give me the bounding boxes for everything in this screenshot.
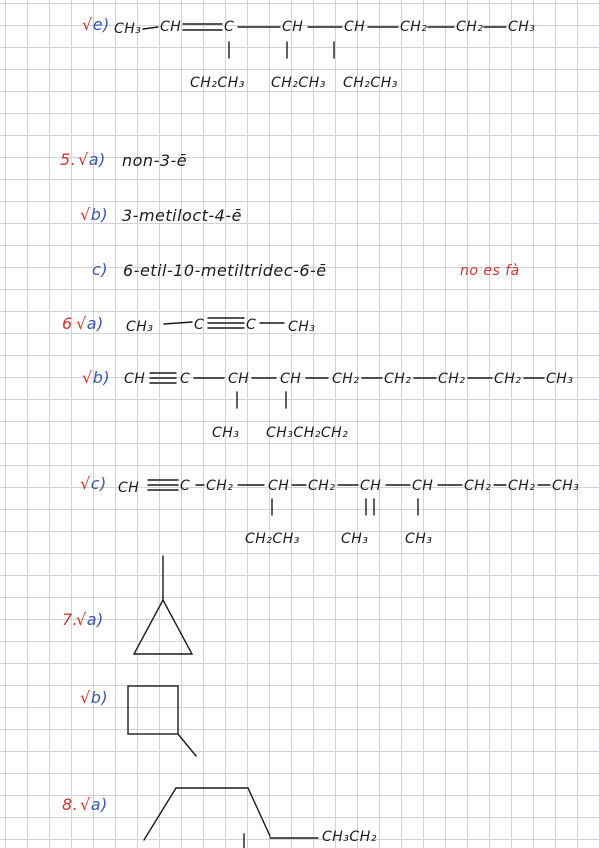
q6b-atom-4: CH	[280, 371, 302, 387]
e-atom-3: C	[224, 19, 235, 35]
q6-a-label: √a)	[76, 314, 104, 333]
e-atom-7: CH₂	[456, 19, 484, 35]
q6-b-label: √b)	[82, 368, 111, 387]
q6c-sub-2: CH₃	[341, 531, 369, 547]
e-atom-5: CH	[344, 19, 366, 35]
q6c-atom-9: CH₂	[508, 478, 536, 494]
q7-b-label: √b)	[80, 688, 109, 707]
q6c-atom-6: CH	[360, 478, 382, 494]
q8-substituent: CH₃CH₂	[322, 829, 377, 845]
q7-a-label: √a)	[76, 610, 104, 629]
e-atom-4: CH	[282, 19, 304, 35]
q5-c-answer: 6-etil-10-metiltridec-6-ē	[123, 261, 327, 280]
q8-a-label: √a)	[80, 795, 108, 814]
q6c-atom-4: CH	[268, 478, 290, 494]
q6-c-label: √c)	[80, 474, 107, 493]
q6c-atom-5: CH₂	[308, 478, 336, 494]
e-sub-2: CH₂CH₃	[271, 75, 326, 91]
q6c-sub-3: CH₃	[405, 531, 433, 547]
teacher-note: no es fà	[460, 263, 520, 279]
q6b-atom-7: CH₂	[438, 371, 466, 387]
e-bond-single-1	[143, 27, 158, 29]
q6b-atom-5: CH₂	[332, 371, 360, 387]
q5-a-label: √a)	[78, 150, 106, 169]
e-sub-3: CH₂CH₃	[343, 75, 398, 91]
e-atom-8: CH₃	[508, 19, 536, 35]
q6b-atom-2: C	[180, 371, 191, 387]
question-number-6: 6	[62, 314, 73, 333]
e-atom-6: CH₂	[400, 19, 428, 35]
q6b-sub-1: CH₃	[212, 425, 240, 441]
q6c-atom-8: CH₂	[464, 478, 492, 494]
q7a-cyclopropane-ring	[134, 600, 192, 654]
q6c-atom-3: CH₂	[206, 478, 234, 494]
q5-b-label: √b)	[80, 205, 109, 224]
q8a-hexagon-ring	[144, 788, 270, 840]
e-atom-2: CH	[160, 19, 182, 35]
q5-b-answer: 3-metiloct-4-ē	[122, 206, 242, 225]
q6c-sub-1: CH₂CH₃	[245, 531, 300, 547]
q6c-atom-2: C	[180, 478, 191, 494]
q6a-atom-3: C	[246, 317, 257, 333]
item-label-e: √e)	[82, 15, 110, 34]
q7b-methyl-bond	[178, 734, 196, 756]
q6b-atom-1: CH	[124, 371, 146, 387]
q6b-atom-6: CH₂	[384, 371, 412, 387]
question-number-7: 7.	[62, 610, 79, 629]
q6c-atom-1: CH	[118, 480, 140, 496]
question-number-8: 8.	[62, 795, 79, 814]
q6a-atom-1: CH₃	[126, 319, 154, 335]
q6a-bond-single-1	[164, 322, 192, 324]
q7b-cyclobutane-ring	[128, 686, 178, 734]
e-atom-1: CH₃	[114, 21, 142, 37]
q6b-atom-9: CH₃	[546, 371, 574, 387]
question-number-5: 5.	[60, 150, 77, 169]
q6a-atom-4: CH₃	[288, 319, 316, 335]
q6c-atom-7: CH	[412, 478, 434, 494]
q5-c-label: c)	[92, 260, 109, 279]
q6b-sub-2: CH₃CH₂CH₂	[266, 425, 349, 441]
q6b-atom-8: CH₂	[494, 371, 522, 387]
e-sub-1: CH₂CH₃	[190, 75, 245, 91]
q5-a-answer: non-3-ē	[122, 151, 188, 170]
q6c-atom-10: CH₃	[552, 478, 580, 494]
q6a-atom-2: C	[194, 317, 205, 333]
q6b-atom-3: CH	[228, 371, 250, 387]
